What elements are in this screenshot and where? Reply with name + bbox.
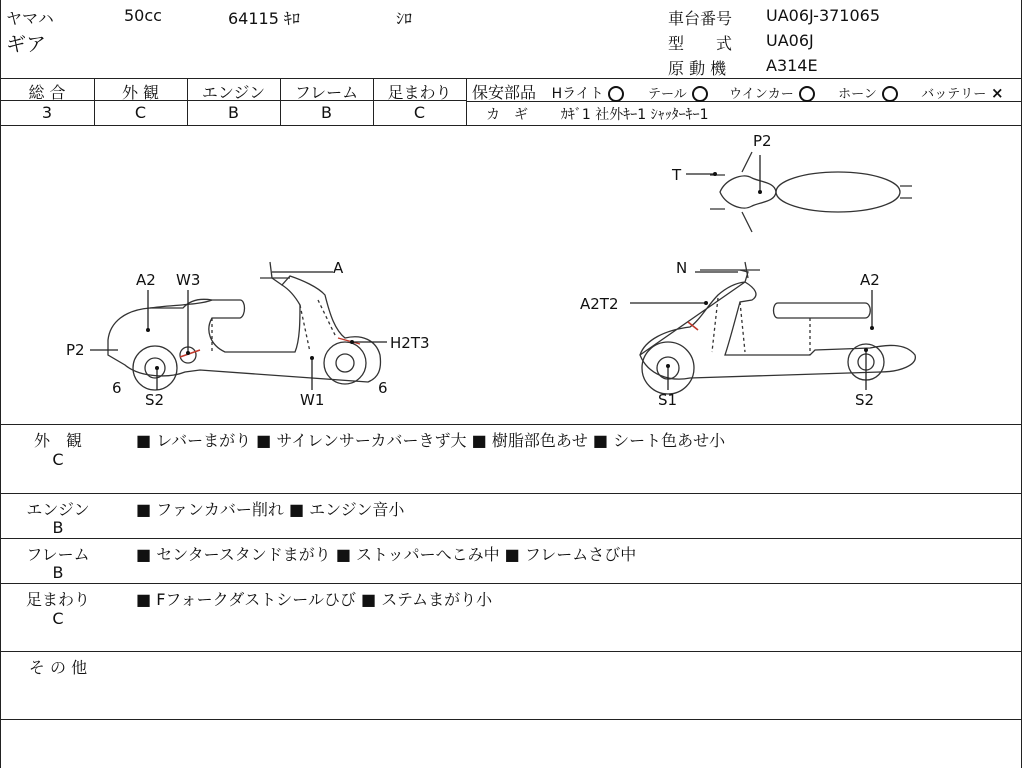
- engine-grade-label: エンジン: [201, 83, 266, 102]
- mileage-text: [228, 6, 300, 29]
- sec-line-1: [0, 493, 1022, 494]
- winker-label: ウインカー: [729, 87, 794, 102]
- key-label: カ ギ: [486, 107, 528, 123]
- section-suspension-grade: C: [52, 609, 64, 628]
- section-frame-notes: ■ センタースタンドまがり ■ ストッパーへこみ中 ■ フレームさび中: [136, 545, 637, 564]
- engine-grade-value: B: [228, 103, 239, 122]
- label-top-p2: P2: [753, 132, 772, 150]
- sec-line-5: [0, 719, 1022, 720]
- section-engine-notes: ■ ファンカバー削れ ■ エンジン音小: [136, 500, 405, 519]
- suspension-grade-label: 足まわり: [387, 83, 452, 102]
- label-right-a2: A2: [860, 271, 880, 289]
- label-right-s2: S2: [855, 391, 875, 409]
- headlight-label: Hライト: [551, 86, 604, 102]
- section-engine-label: エンジン: [26, 500, 90, 519]
- taillight-label: テール: [648, 87, 687, 102]
- total-label: 総 合: [28, 83, 66, 102]
- frame-grade-value: B: [321, 103, 332, 122]
- horn-label: ホーン: [838, 87, 877, 102]
- label-left-w3: W3: [176, 271, 201, 289]
- label-left-s2: S2: [145, 391, 165, 409]
- scooter-diagram: [0, 125, 1024, 425]
- grade-div-5: [466, 78, 467, 125]
- section-suspension-label: 足まわり: [25, 590, 90, 609]
- section-frame-grade: B: [52, 563, 64, 582]
- grade-top-line: [0, 78, 1022, 79]
- label-left-6a: 6: [112, 379, 122, 397]
- section-exterior-notes: ■ レバーまがり ■ サイレンサーカバーきず大 ■ 樹脂部色あせ ■ シート色あせ小: [136, 431, 726, 450]
- key-info: ｶｷﾞ1 社外ｷｰ1 ｼｬｯﾀｰｷｰ1: [560, 107, 709, 123]
- engine-label: 原 動 機: [668, 59, 727, 78]
- frame-no-value: UA06J-371065: [766, 6, 881, 25]
- maker-text: ヤマハ: [6, 9, 54, 28]
- section-suspension-notes: ■ Fフォークダストシールひび ■ ステムまがり小: [136, 590, 493, 609]
- cc-text: 50cc: [124, 6, 162, 25]
- section-exterior-grade: C: [52, 450, 64, 469]
- mileage-value: 64115: [228, 9, 279, 28]
- scooter-top-view: [686, 152, 912, 232]
- horn-ok-icon: [882, 86, 898, 102]
- label-left-p2: P2: [66, 341, 85, 359]
- label-left-6b: 6: [378, 379, 388, 397]
- label-left-a2: A2: [136, 271, 156, 289]
- mileage-unit: ｷﾛ: [284, 9, 301, 28]
- winker-ok-icon: [799, 86, 815, 102]
- total-value: 3: [41, 103, 53, 122]
- key-row: [486, 104, 709, 124]
- label-left-h2t3: H2T3: [390, 334, 430, 352]
- section-engine-grade: B: [52, 518, 64, 537]
- suspension-grade-value: C: [413, 103, 426, 122]
- battery-label: バッテリー: [921, 87, 987, 102]
- engine-value: A314E: [766, 56, 818, 75]
- safety-label: 保安部品: [472, 83, 537, 102]
- sec-line-3: [0, 583, 1022, 584]
- model-text: ギア: [6, 32, 46, 56]
- safety-row: [472, 80, 1004, 103]
- type-value: UA06J: [766, 31, 814, 50]
- section-exterior-label: 外 観: [33, 431, 82, 450]
- section-frame-label: フレーム: [26, 545, 90, 564]
- type-label: 型 式: [668, 34, 733, 53]
- label-left-w1: W1: [300, 391, 325, 409]
- headlight-ok-icon: [608, 86, 624, 102]
- exterior-value: C: [134, 103, 147, 122]
- sec-line-2: [0, 538, 1022, 539]
- label-top-t: T: [672, 166, 682, 184]
- battery-ng-icon: ×: [990, 84, 1004, 102]
- label-left-a: A: [333, 259, 344, 277]
- sec-line-4: [0, 651, 1022, 652]
- label-right-n: N: [676, 259, 688, 277]
- frame-no-label: 車台番号: [668, 9, 733, 28]
- frame-grade-label: フレーム: [294, 83, 359, 102]
- label-right-s1: S1: [658, 391, 678, 409]
- exterior-label: 外 観: [121, 83, 160, 102]
- section-other-label: そ の 他: [28, 658, 88, 677]
- label-right-a2t2: A2T2: [580, 295, 619, 313]
- taillight-ok-icon: [692, 86, 708, 102]
- scooter-left-view: [90, 262, 387, 390]
- color-text: ｼﾛ: [396, 9, 413, 28]
